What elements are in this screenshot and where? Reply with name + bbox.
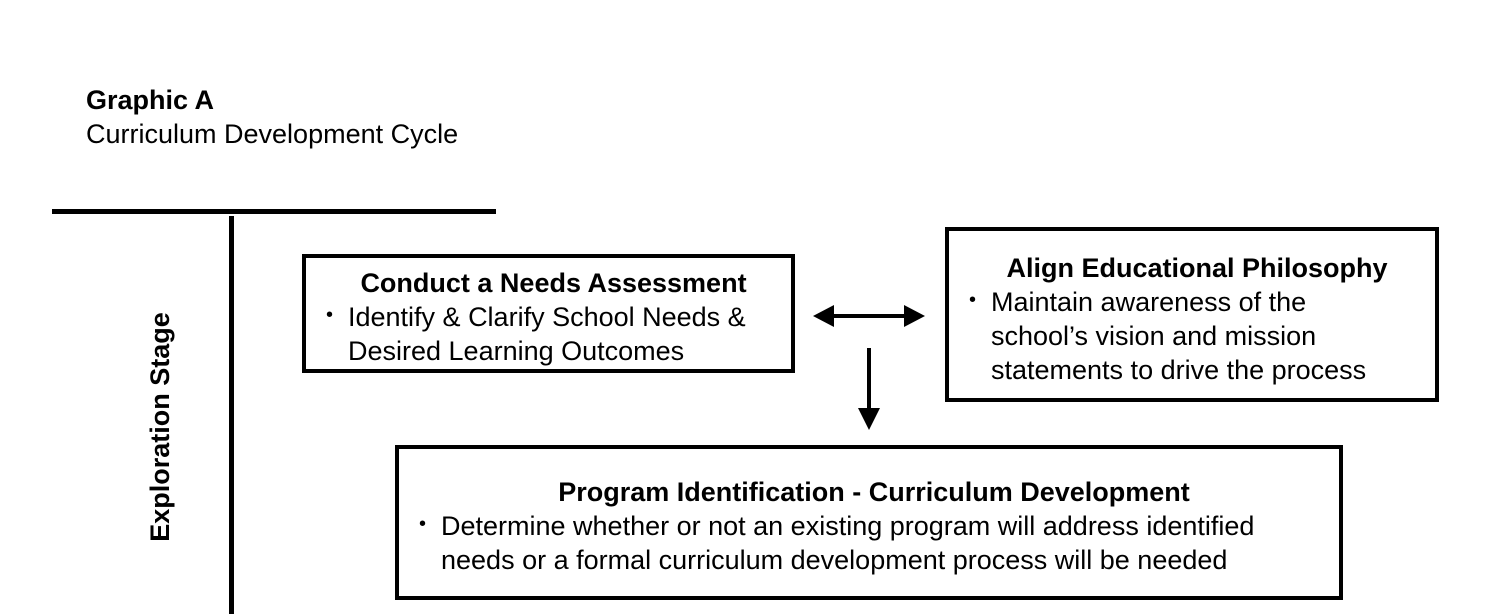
program-identification-line-1: Determine whether or not an existing program will address identified	[441, 511, 1255, 541]
down-arrow-icon	[858, 348, 880, 430]
bullet-icon: •	[326, 304, 334, 326]
needs-assessment-title: Conduct a Needs Assessment	[360, 268, 747, 298]
align-philosophy-line-3: statements to drive the process	[991, 355, 1367, 385]
needs-assessment-line-2: Desired Learning Outcomes	[348, 336, 685, 366]
stage-label: Exploration Stage	[145, 312, 175, 542]
program-identification-title: Program Identification - Curriculum Development	[558, 477, 1190, 507]
graphic-title: Graphic A	[86, 85, 215, 115]
align-philosophy-line-2: school’s vision and mission	[991, 321, 1317, 351]
needs-assessment-line-1: Identify & Clarify School Needs &	[348, 302, 746, 332]
program-identification-line-2: needs or a formal curriculum development process will be needed	[441, 545, 1228, 575]
graphic-subtitle: Curriculum Development Cycle	[86, 119, 459, 149]
align-philosophy-title: Align Educational Philosophy	[1006, 253, 1388, 283]
align-philosophy-line-1: Maintain awareness of the	[991, 287, 1307, 317]
bullet-icon: •	[969, 289, 977, 311]
bullet-icon: •	[419, 513, 427, 535]
double-arrow-icon	[813, 305, 925, 327]
